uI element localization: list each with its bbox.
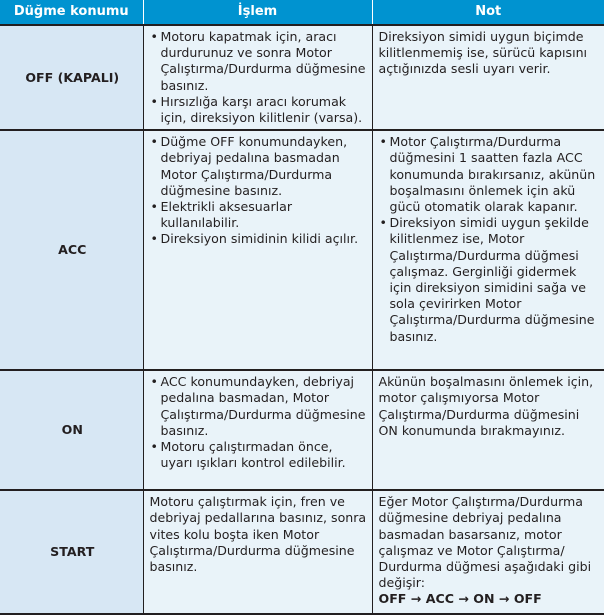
action-bullet: • Hırsızlığa karşı aracı korumak için, direksiyon kilitlenir (varsa).	[150, 94, 368, 126]
action-bullet: • Düğme OFF konumundayken, debriyaj pedalına basmadan Motor Çalıştırma/Durdurma düğmesine basınız.	[150, 134, 368, 199]
position-cell: ON	[0, 370, 143, 490]
note-bullet: • Motor Çalıştırma/Durdurma düğmesini 1 saatten fazla ACC konumunda bırakırsanız, akünün boşalmasını önlemek için akü gücü otomatik olarak kapanır.	[379, 134, 601, 215]
note-cell	[372, 370, 604, 490]
position-cell: OFF (KAPALI)	[0, 25, 143, 130]
table-row-acc	[0, 130, 604, 370]
action-cell	[143, 490, 372, 614]
note-text: Direksiyon simidi uygun biçimde kilitlenmemiş ise, sürücü kapısını açtığınızda sesli uyarı verir.	[378, 29, 588, 77]
action-bullet: • Elektrikli aksesuarlar kullanılabilir.	[150, 199, 368, 231]
action-text: Motoru çalıştırmak için, fren ve debriyaj pedallarına basınız, sonra vites kolu boşta iken Motor Çalıştırma/Durdurma düğmesine basınız.	[149, 494, 367, 575]
header-note: Not	[372, 0, 604, 25]
action-bullet: • Direksiyon simidinin kilidi açılır.	[150, 231, 368, 247]
note-text: Eğer Motor Çalıştırma/Durdurma düğmesine debriyaj pedalına basmadan basarsanız, motor çalışmaz ve Motor Çalıştırma/ Durdurma düğmesi aşağıdaki gibi değişir:	[378, 494, 592, 591]
note-cell	[372, 490, 604, 614]
table-row-start	[0, 490, 604, 614]
action-cell	[143, 370, 372, 490]
table-header-row	[0, 0, 604, 25]
table-row-off	[0, 25, 604, 130]
action-bullet: • ACC konumundayken, debriyaj pedalına basmadan, Motor Çalıştırma/Durdurma düğmesine basınız.	[150, 374, 368, 439]
action-cell	[143, 25, 372, 130]
position-cell: START	[0, 490, 143, 614]
header-action: İşlem	[143, 0, 372, 25]
note-cell	[372, 25, 604, 130]
note-text: Akünün boşalmasını önlemek için, motor çalışmıyorsa Motor Çalıştırma/Durdurma düğmesini ON konumunda bırakmayınız.	[378, 374, 594, 438]
action-cell	[143, 130, 372, 370]
action-bullet: • Motoru kapatmak için, aracı durdurunuz ve sonra Motor Çalıştırma/Durdurma düğmesine basınız.	[150, 29, 368, 94]
note-bullet: • Direksiyon simidi uygun şekilde kilitlenmez ise, Motor Çalıştırma/Durdurma düğmesi çalışmaz. Gerginliği gidermek için direksiyon simidini sağa ve sola çevirirken Motor Çalıştırma/Durdurma düğmesine basınız.	[379, 215, 601, 345]
table-row-on	[0, 370, 604, 490]
position-cell: ACC	[0, 130, 143, 370]
action-bullet: • Motoru çalıştırmadan önce, uyarı ışıkları kontrol edilebilir.	[150, 439, 368, 471]
state-sequence: OFF → ACC → ON → OFF	[378, 591, 542, 607]
note-cell	[372, 130, 604, 370]
header-position: Düğme konumu	[0, 0, 143, 25]
